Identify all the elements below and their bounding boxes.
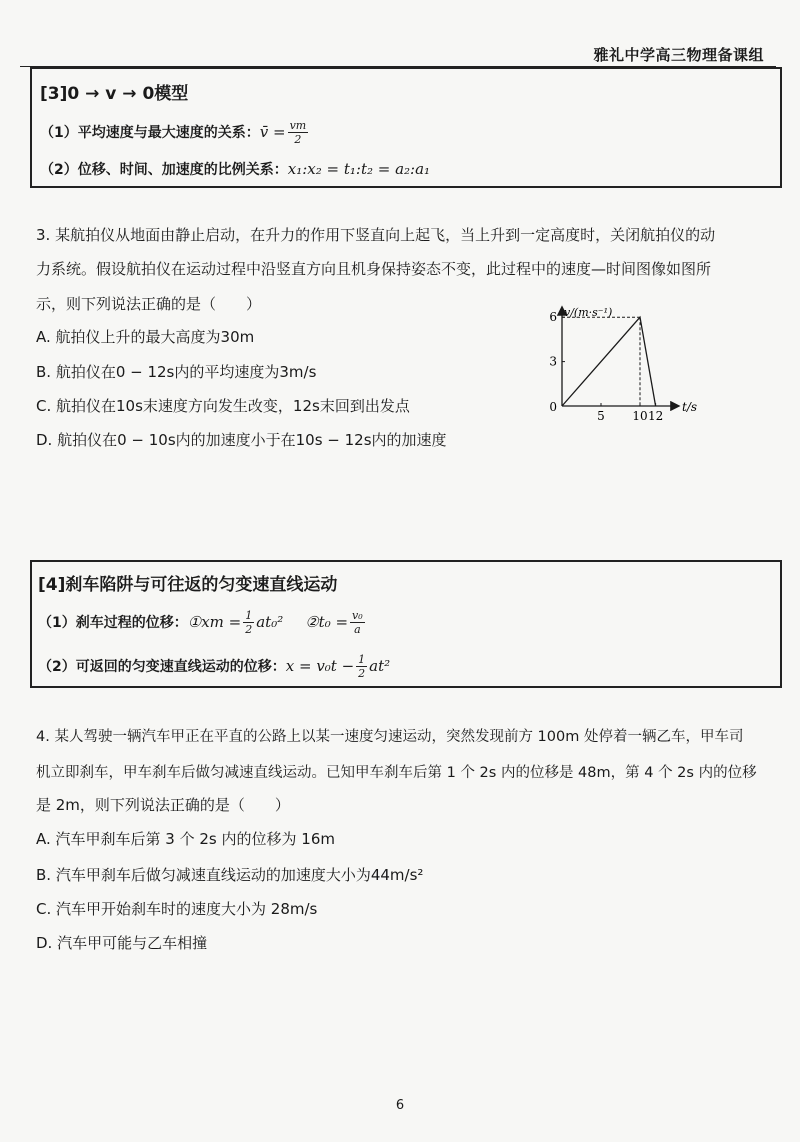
fraction-denominator: 2 (358, 666, 366, 680)
x-tick-label-5: 5 (597, 409, 605, 420)
ratio-formula: x₁:x₂ = t₁:t₂ = a₂:a₁ (287, 160, 431, 178)
y-tick-label-6: 6 (549, 310, 557, 325)
fraction-denominator: a (354, 622, 361, 636)
fraction-numerator: 1 (358, 652, 366, 666)
braking-time-fraction (350, 610, 365, 635)
fraction-numerator: vm (289, 118, 307, 132)
braking-displacement-suffix: at₀² (256, 613, 284, 631)
x-axis-label: t/s (682, 400, 698, 414)
half-fraction (243, 610, 254, 635)
model-box-4-line-2-label: （2）可返回的匀变速直线运动的位移： (38, 659, 286, 675)
fraction-denominator: 2 (294, 132, 302, 146)
question-3-line-3: 示，则下列说法正确的是（ ） (36, 295, 262, 313)
velocity-time-graph (540, 300, 720, 420)
model-box-3 (30, 67, 782, 188)
fraction-denominator: 2 (245, 622, 253, 636)
velocity-series-line (562, 317, 656, 406)
question-4-line-3: 是 2m，则下列说法正确的是（ ） (36, 796, 290, 814)
return-displacement-suffix: at² (369, 657, 391, 675)
question-3-line-1: 3. 某航拍仪从地面由静止启动，在升力的作用下竖直向上起飞，当上升到一定高度时，关闭航拍仪的动 (36, 226, 716, 244)
question-4-option-a[interactable]: A. 汽车甲刹车后第 3 个 2s 内的位移为 16m (36, 830, 335, 848)
braking-displacement-prefix: ①xm = (187, 613, 242, 631)
question-3-option-b[interactable]: B. 航拍仪在0 − 12s内的平均速度为3m/s (36, 363, 317, 381)
model-box-4-line-1 (38, 606, 367, 638)
half-fraction (356, 654, 367, 679)
y-tick-label-3: 3 (549, 354, 557, 369)
braking-time-prefix: ②t₀ = (305, 613, 349, 631)
question-3-option-c[interactable]: C. 航拍仪在10s末速度方向发生改变，12s末回到出发点 (36, 397, 410, 415)
model-box-3-title: [3]0 → v → 0模型 (40, 84, 189, 104)
average-velocity-fraction (288, 120, 309, 145)
model-box-4-title: [4]刹车陷阱与可往返的匀变速直线运动 (38, 575, 338, 595)
x-tick-label-12: 12 (647, 409, 664, 420)
model-box-3-line-1-label: （1）平均速度与最大速度的关系： (40, 125, 260, 141)
model-box-3-line-2-label: （2）位移、时间、加速度的比例关系： (40, 162, 288, 178)
model-box-4-line-1-label: （1）刹车过程的位移： (38, 615, 188, 631)
question-4-option-b[interactable]: B. 汽车甲刹车后做匀减速直线运动的加速度大小为44m/s² (36, 866, 424, 884)
model-box-3-line-2 (40, 157, 430, 181)
origin-label: 0 (549, 400, 557, 414)
x-tick-label-10: 10 (632, 409, 648, 420)
page-number: 6 (395, 1098, 405, 1113)
question-3-option-d[interactable]: D. 航拍仪在0 − 10s内的加速度小于在10s − 12s内的加速度 (36, 431, 447, 449)
y-axis-label: v/(m·s⁻¹) (564, 306, 613, 319)
fraction-numerator: v₀ (352, 608, 363, 622)
header-title: 雅礼中学高三物理备课组 (593, 46, 764, 64)
question-4-line-2: 机立即刹车，甲车刹车后做匀减速直线运动。已知甲车刹车后第 1 个 2s 内的位移是 48m，第 4 个 2s 内的位移 (36, 765, 757, 781)
question-3-line-2: 力系统。假设航拍仪在运动过程中沿竖直方向且机身保持姿态不变，此过程中的速度—时间图像如图所 (36, 260, 712, 278)
return-displacement-prefix: x = v₀t − (285, 657, 355, 675)
question-3-option-a[interactable]: A. 航拍仪上升的最大高度为30m (36, 328, 255, 346)
model-box-4-line-2 (38, 650, 390, 682)
average-velocity-lhs: v̄ = (259, 123, 286, 141)
question-4-option-c[interactable]: C. 汽车甲开始刹车时的速度大小为 28m/s (36, 900, 318, 918)
model-box-3-line-1 (40, 117, 310, 147)
question-4-option-d[interactable]: D. 汽车甲可能与乙车相撞 (36, 934, 208, 952)
model-box-4 (30, 560, 782, 688)
fraction-numerator: 1 (245, 608, 253, 622)
question-4-line-1: 4. 某人驾驶一辆汽车甲正在平直的公路上以某一速度匀速运动，突然发现前方 100m 处停着一辆乙车，甲车司 (36, 729, 744, 745)
